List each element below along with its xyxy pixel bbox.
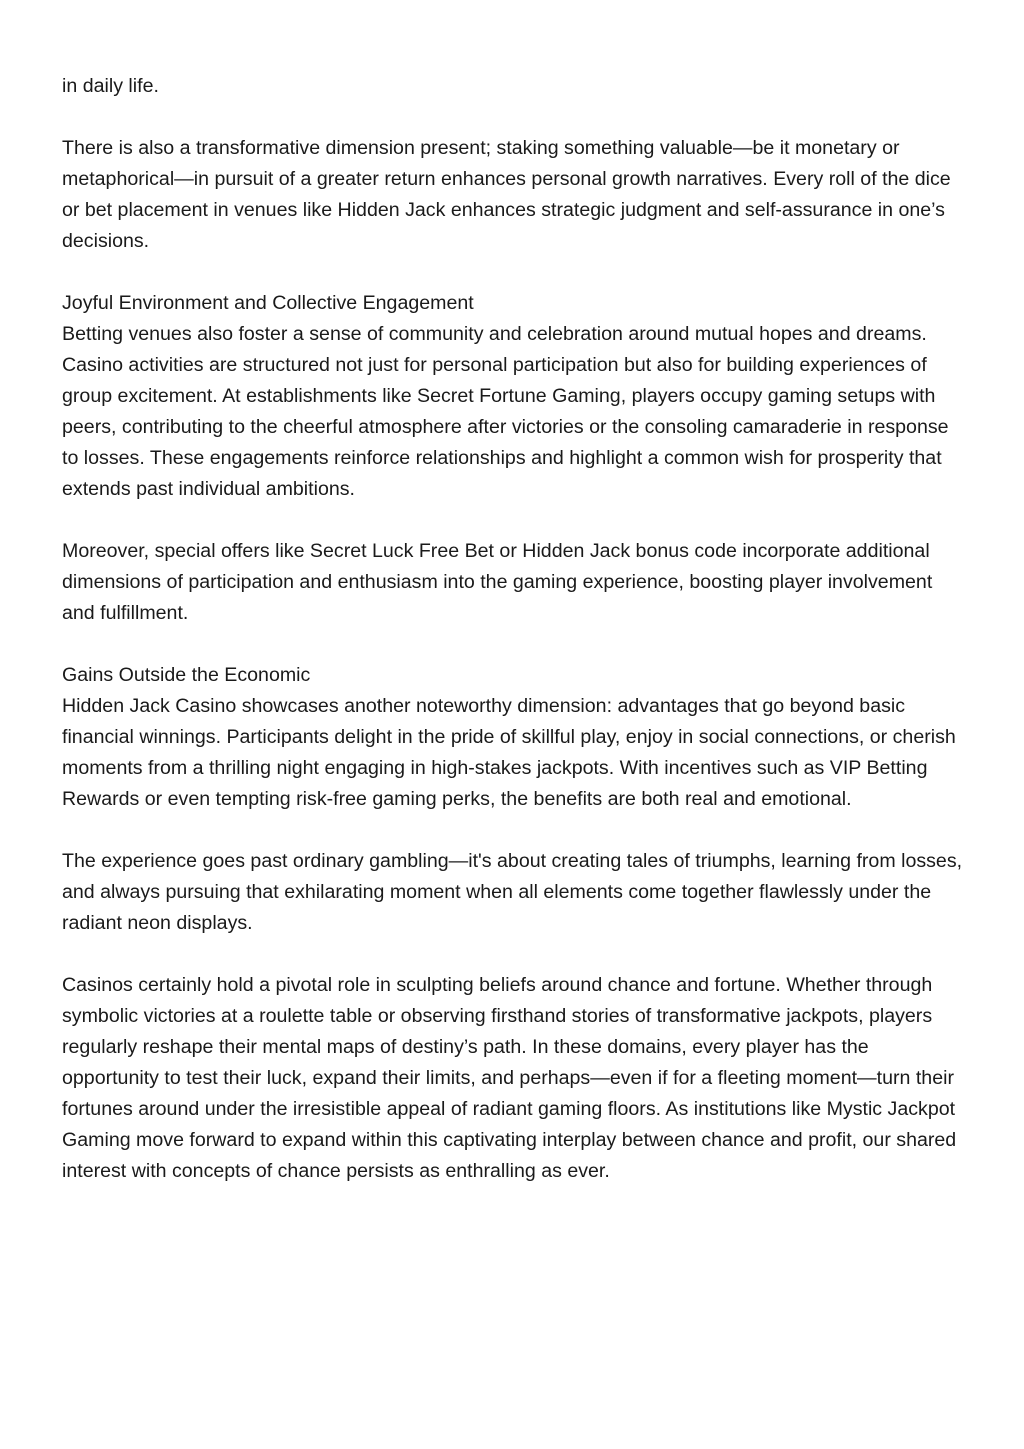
- document-page: [62, 71, 967, 1218]
- section-body: Hidden Jack Casino showcases another noteworthy dimension: advantages that go beyond basic financial winnings. Participants delight in the pride of skillful play, enjoy in social connections, or cherish moments from a thrilling night engaging in high-stakes jackpots. With incentives such as VIP Betting Rewards or even tempting risk-free gaming perks, the benefits are both real and emotional.: [62, 695, 956, 810]
- paragraph-conclusion: Casinos certainly hold a pivotal role in sculpting beliefs around chance and fortune. Whether through symbolic victories at a roulette table or observing firsthand stories of transformative jackpots, players regularly reshape their mental maps of destiny’s path. In these domains, every player has the opportunity to test their luck, expand their limits, and perhaps—even if for a fleeting moment—turn their fortunes around under the irresistible appeal of radiant gaming floors. As institutions like Mystic Jackpot Gaming move forward to expand within this captivating interplay between chance and profit, our shared interest with concepts of chance persists as enthralling as ever.: [62, 974, 957, 1182]
- paragraph-special-offers: Moreover, special offers like Secret Luck Free Bet or Hidden Jack bonus code incorporate additional dimensions of participation and enthusiasm into the gaming experience, boosting player involvement and fulfillment.: [62, 540, 933, 624]
- paragraph-experience: The experience goes past ordinary gambling—it's about creating tales of triumphs, learning from losses, and always pursuing that exhilarating moment when all elements come together flawlessly under the radiant neon displays.: [62, 850, 963, 934]
- section-heading: Joyful Environment and Collective Engagement: [62, 292, 474, 314]
- section-joyful-environment: [62, 288, 967, 505]
- section-heading: Gains Outside the Economic: [62, 664, 311, 686]
- section-gains-outside-economic: [62, 660, 967, 815]
- paragraph-continuation: in daily life.: [62, 75, 159, 97]
- paragraph-transformative-dimension: There is also a transformative dimension present; staking something valuable—be it monetary or metaphorical—in pursuit of a greater return enhances personal growth narratives. Every roll of the dice or bet placement in venues like Hidden Jack enhances strategic judgment and self-assurance in one’s decisions.: [62, 137, 951, 252]
- section-body: Betting venues also foster a sense of community and celebration around mutual hopes and dreams. Casino activities are structured not just for personal participation but also for building experiences of group excitement. At establishments like Secret Fortune Gaming, players occupy gaming setups with peers, contributing to the cheerful atmosphere after victories or the consoling camaraderie in response to losses. These engagements reinforce relationships and highlight a common wish for prosperity that extends past individual ambitions.: [62, 323, 949, 500]
